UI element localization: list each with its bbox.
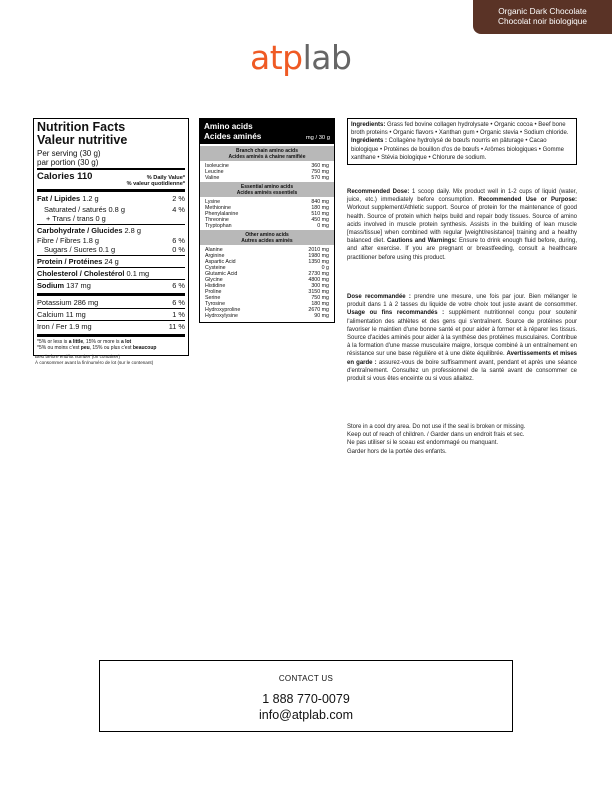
amino-acid-header: [200, 119, 334, 144]
nutrient-row-fat: [37, 193, 185, 204]
warning-label: Avertissements et mises en garde :: [347, 351, 577, 366]
divider: [37, 189, 185, 192]
best-before-en: Best before end/lot number (on container): [35, 354, 121, 359]
amino-name: Serine: [205, 295, 221, 301]
nutrient-amount: 0 g: [95, 213, 106, 223]
section-title-en: Essential amino acids: [240, 184, 294, 190]
nutrient-dv: 2 %: [172, 193, 185, 203]
amino-name: Hydroxylysine: [205, 313, 238, 319]
amino-row: [205, 223, 329, 229]
daily-value-header-fr: % valeur quotidienne*: [126, 181, 185, 188]
amino-name: Glycine: [205, 277, 223, 283]
nutrient-label: Sodium: [37, 280, 65, 290]
amino-row: [205, 313, 329, 321]
use-text: supplément nutritionnel conçu pour soutenir l'alimentation des athlètes et des gens qui s'entraînent. Source de protéines pour favoriser le maintien d'une bonne santé et pour aider à former et à réparer les tissus. Source d'acides aminés pour aider à la synthèse des protéines musculaires. Contribue à la formation d'une masse musculaire maigre, lorsque combiné à un entraînement en résistance sur une base régulière et à une diète équilibrée.: [347, 310, 578, 358]
footnote-text: , 15% ou plus c'est: [89, 345, 133, 352]
nutrient-row-sugars: [37, 245, 185, 255]
amino-section-header: [200, 230, 334, 245]
nutrient-dv: 1 %: [172, 309, 185, 319]
serving-size-en: Per serving (30 g): [37, 149, 101, 158]
storage-instructions: [347, 423, 577, 456]
nutrient-dv: 6 %: [172, 235, 185, 245]
nutrition-footnote: [37, 339, 185, 352]
dose-text: prendre une mesure, une fois par jour. Bien mélanger le produit dans 1 à 2 tasses du liquide de votre choix tout juste avant de consommer.: [347, 294, 577, 309]
amino-acid-table: [199, 118, 335, 323]
amino-acid-unit: mg / 30 g: [305, 135, 330, 141]
amino-section-items: [200, 245, 334, 322]
daily-value-header: [127, 175, 185, 188]
nutrient-dv: 6 %: [172, 280, 185, 290]
best-before-fr: À consommer avant la fin/numéro de lot (sur le contenant): [35, 360, 154, 365]
nutrient-amount: 1.2 g: [82, 193, 99, 203]
contact-label: CONTACT US: [278, 674, 334, 683]
use-label: Recommended Use or Purpose:: [478, 197, 577, 204]
dose-label: Dose recommandée :: [347, 294, 411, 300]
dose-text: 1 scoop daily. Mix product well in 1-2 cups of liquid (water, juice, etc.) immediately before consumption.: [347, 189, 577, 204]
amino-value: 2010 mg: [308, 247, 329, 253]
nutrient-label: Potassium: [37, 297, 72, 307]
contact-email[interactable]: info@atplab.com: [259, 708, 353, 722]
section-title-en: Other amino acids: [245, 232, 289, 238]
nutrient-amount: 2.8 g: [124, 225, 141, 235]
product-name-tab: [473, 0, 612, 34]
ingredients-fr: [351, 137, 573, 162]
divider: [37, 168, 185, 170]
amino-value: 510 mg: [311, 211, 329, 217]
nutrient-row-iron: [37, 321, 185, 332]
ingredients-text: Grass fed bovine collagen hydrolysate • Organic cocoa • Beef bone broth proteins • Organic flavors • Xanthan gum • Organic stevia • Sodium chloride.: [351, 122, 569, 137]
calories-row: [37, 171, 185, 189]
nutrient-amount: 1.8 g: [82, 235, 100, 245]
nutrient-label: Cholesterol / Cholestérol: [37, 268, 125, 278]
storage-line: Ne pas utiliser si le sceau est endommagé ou manquant.: [347, 440, 499, 447]
best-before-note: [35, 354, 153, 366]
amino-name: Histidine: [205, 283, 226, 289]
warning-text: assurez-vous de boire suffisamment avant, pendant et après une séance d'entraînement. Consultez un professionnel de la santé avant de consommer ce produit si vous êtes enceinte ou si vous allaitez.: [347, 359, 577, 383]
product-name-en: Organic Dark Chocolate: [498, 6, 587, 16]
contact-box: [99, 660, 513, 732]
footnote-emph: peu: [80, 345, 90, 352]
amino-value: 1350 mg: [308, 259, 329, 265]
footnote-emph: beaucoup: [132, 345, 157, 352]
logo-part-atp: atp: [250, 38, 303, 77]
nutrient-amount: 24 g: [104, 256, 119, 266]
dose-label: Recommended Dose:: [347, 189, 410, 195]
nutrient-amount: 1.9 mg: [69, 321, 92, 331]
section-title-fr: Acides aminés à chaine ramifiée: [228, 154, 306, 160]
daily-value-header-en: % Daily Value*: [146, 175, 185, 181]
nutrition-title-en: Nutrition Facts: [37, 120, 126, 134]
nutrient-dv: 4 %: [172, 204, 185, 214]
amino-value: 180 mg: [311, 205, 329, 211]
amino-acid-title-en: Amino acids: [204, 122, 253, 131]
nutrient-amount: 0.8 g: [108, 204, 125, 214]
use-label: Usage ou fins recommandés :: [347, 310, 445, 317]
nutrient-dv: 0 %: [172, 244, 185, 254]
amino-name: Cysteine: [205, 265, 226, 271]
nutrient-row-calcium: [37, 309, 185, 320]
nutrient-row-saturated: [37, 204, 185, 224]
amino-value: 180 mg: [311, 301, 329, 307]
nutrient-label: Fibre / Fibres: [37, 235, 81, 245]
amino-name: Leucine: [205, 169, 224, 175]
amino-value: 4800 mg: [308, 277, 329, 283]
amino-name: Lysine: [205, 199, 221, 205]
section-title-fr: Autres acides aminés: [241, 238, 293, 244]
serving-size-fr: par portion (30 g): [37, 158, 99, 167]
nutrient-row-sodium: [37, 280, 185, 291]
nutrient-amount: 0.1 g: [98, 244, 116, 254]
amino-value: 570 mg: [311, 175, 329, 181]
divider: [37, 293, 185, 296]
nutrient-row-cholesterol: [37, 268, 185, 279]
amino-value: 0 mg: [317, 223, 329, 229]
amino-name: Tyrosine: [205, 301, 226, 307]
amino-acid-title-fr: Acides aminés: [204, 132, 262, 141]
nutrient-amount: 137 mg: [66, 280, 91, 290]
amino-name: Glutamic Acid: [205, 271, 238, 277]
ingredients-label: Ingredients:: [351, 122, 386, 128]
amino-name: Methionine: [205, 205, 231, 211]
section-title-en: Branch chain amino acids: [236, 148, 298, 154]
amino-name: Aspartic Acid: [205, 259, 236, 265]
contact-phone[interactable]: 1 888 770-0079: [262, 692, 350, 706]
nutrient-row-protein: [37, 256, 185, 267]
amino-name: Threonine: [205, 217, 229, 223]
logo-part-lab: lab: [302, 38, 352, 77]
nutrient-label: Calcium: [37, 309, 64, 319]
amino-name: Phenylalanine: [205, 211, 239, 217]
ingredients-label: Ingrédients :: [351, 138, 388, 145]
amino-value: 300 mg: [311, 283, 329, 289]
nutrient-amount: 286 mg: [73, 297, 99, 307]
amino-value: 750 mg: [311, 295, 329, 301]
amino-value: 2730 mg: [308, 271, 329, 277]
amino-value: 840 mg: [311, 199, 329, 205]
nutrient-row-fibre: [37, 236, 185, 245]
amino-value: 0 g: [321, 265, 329, 271]
section-title-fr: Acides aminés essentiels: [236, 190, 298, 196]
nutrient-dv: 11 %: [168, 321, 185, 331]
amino-name: Alanine: [205, 247, 223, 253]
divider: [37, 334, 185, 337]
amino-name: Isoleucine: [205, 163, 229, 169]
calories-label: Calories 110: [37, 171, 93, 182]
amino-name: Hydroxyproline: [205, 307, 241, 313]
amino-section-header: [200, 146, 334, 161]
amino-value: 450 mg: [311, 217, 329, 223]
storage-line: Garder hors de la portée des enfants.: [347, 448, 447, 455]
storage-line: Store in a cool dry area. Do not use if the seal is broken or missing.: [347, 424, 526, 430]
nutrient-row-potassium: [37, 297, 185, 308]
product-name-fr: Chocolat noir biologique: [497, 16, 588, 26]
nutrient-label: Saturated / saturés: [44, 204, 107, 214]
footnote-emph: a lot: [120, 338, 132, 345]
directions-fr: [347, 293, 577, 383]
nutrient-amount: 11 mg: [65, 309, 86, 319]
footnote-text: *5% ou moins c'est: [37, 345, 81, 352]
warning-text: Ensure to drink enough fluid before, during, and after exercise. If you are pregnant or breastfeeding, consult a healthcare practitioner before using this product.: [347, 238, 578, 261]
nutrient-label: Carbohydrate / Glucides: [37, 225, 123, 235]
footnote-fr: [37, 345, 185, 352]
nutrient-dv: 6 %: [172, 297, 185, 307]
nutrient-label: Iron / Fer: [37, 321, 67, 331]
nutrition-facts-panel: [33, 118, 189, 356]
amino-name: Proline: [205, 289, 222, 295]
amino-section-header: [200, 182, 334, 197]
nutrient-label: Fat / Lipides: [37, 193, 81, 203]
amino-value: 360 mg: [311, 163, 329, 169]
warning-label: Cautions and Warnings:: [387, 238, 457, 245]
nutrient-label: Sugars / Sucres: [44, 244, 97, 254]
footnote-text: , 15% or more is: [83, 338, 121, 345]
use-text: Workout supplement/Athletic support. Source of protein for the maintenance of good health. Source of protein which helps build and repair body tissues. Source of amino acids involved in muscle protein synthesis. Assists in the building of lean muscle [mass/tissue] when combined with regular [weight/resistance] training and a healthy balanced diet.: [347, 205, 577, 245]
amino-name: Valine: [205, 175, 220, 181]
amino-value: 2670 mg: [308, 307, 329, 313]
amino-value: 90 mg: [314, 313, 329, 319]
amino-name: Tryptophan: [205, 223, 232, 229]
nutrient-label: + Trans / trans: [46, 213, 94, 223]
amino-section-items: [200, 161, 334, 182]
amino-value: 3150 mg: [308, 289, 329, 295]
ingredients-box: [347, 118, 577, 165]
amino-row: [205, 175, 329, 181]
brand-logo: [250, 38, 351, 77]
amino-value: 1980 mg: [308, 253, 329, 259]
ingredients-en: [351, 121, 573, 137]
storage-line: Keep out of reach of children. / Garder dans un endroit frais et sec.: [347, 432, 525, 439]
nutrient-label: Protein / Protéines: [37, 256, 103, 266]
amino-section-items: [200, 197, 334, 230]
amino-value: 750 mg: [311, 169, 329, 175]
ingredients-text: Collagène hydrolysé de bœufs nourris en pâturage • Cacao biologique • Protéines de bouillon d'os de bœufs • Arômes biologiques • Gomme xanthane • Stévia biologique • Chlorure de sodium.: [351, 138, 564, 161]
directions-en: [347, 188, 577, 262]
footnote-text: *5% or less is: [37, 338, 69, 345]
nutrient-row-carbohydrate: [37, 225, 185, 236]
nutrition-title-fr: Valeur nutritive: [37, 133, 128, 147]
footnote-emph: a little: [68, 338, 84, 345]
nutrient-amount: 0.1 mg: [126, 268, 150, 278]
amino-name: Arginine: [205, 253, 225, 259]
